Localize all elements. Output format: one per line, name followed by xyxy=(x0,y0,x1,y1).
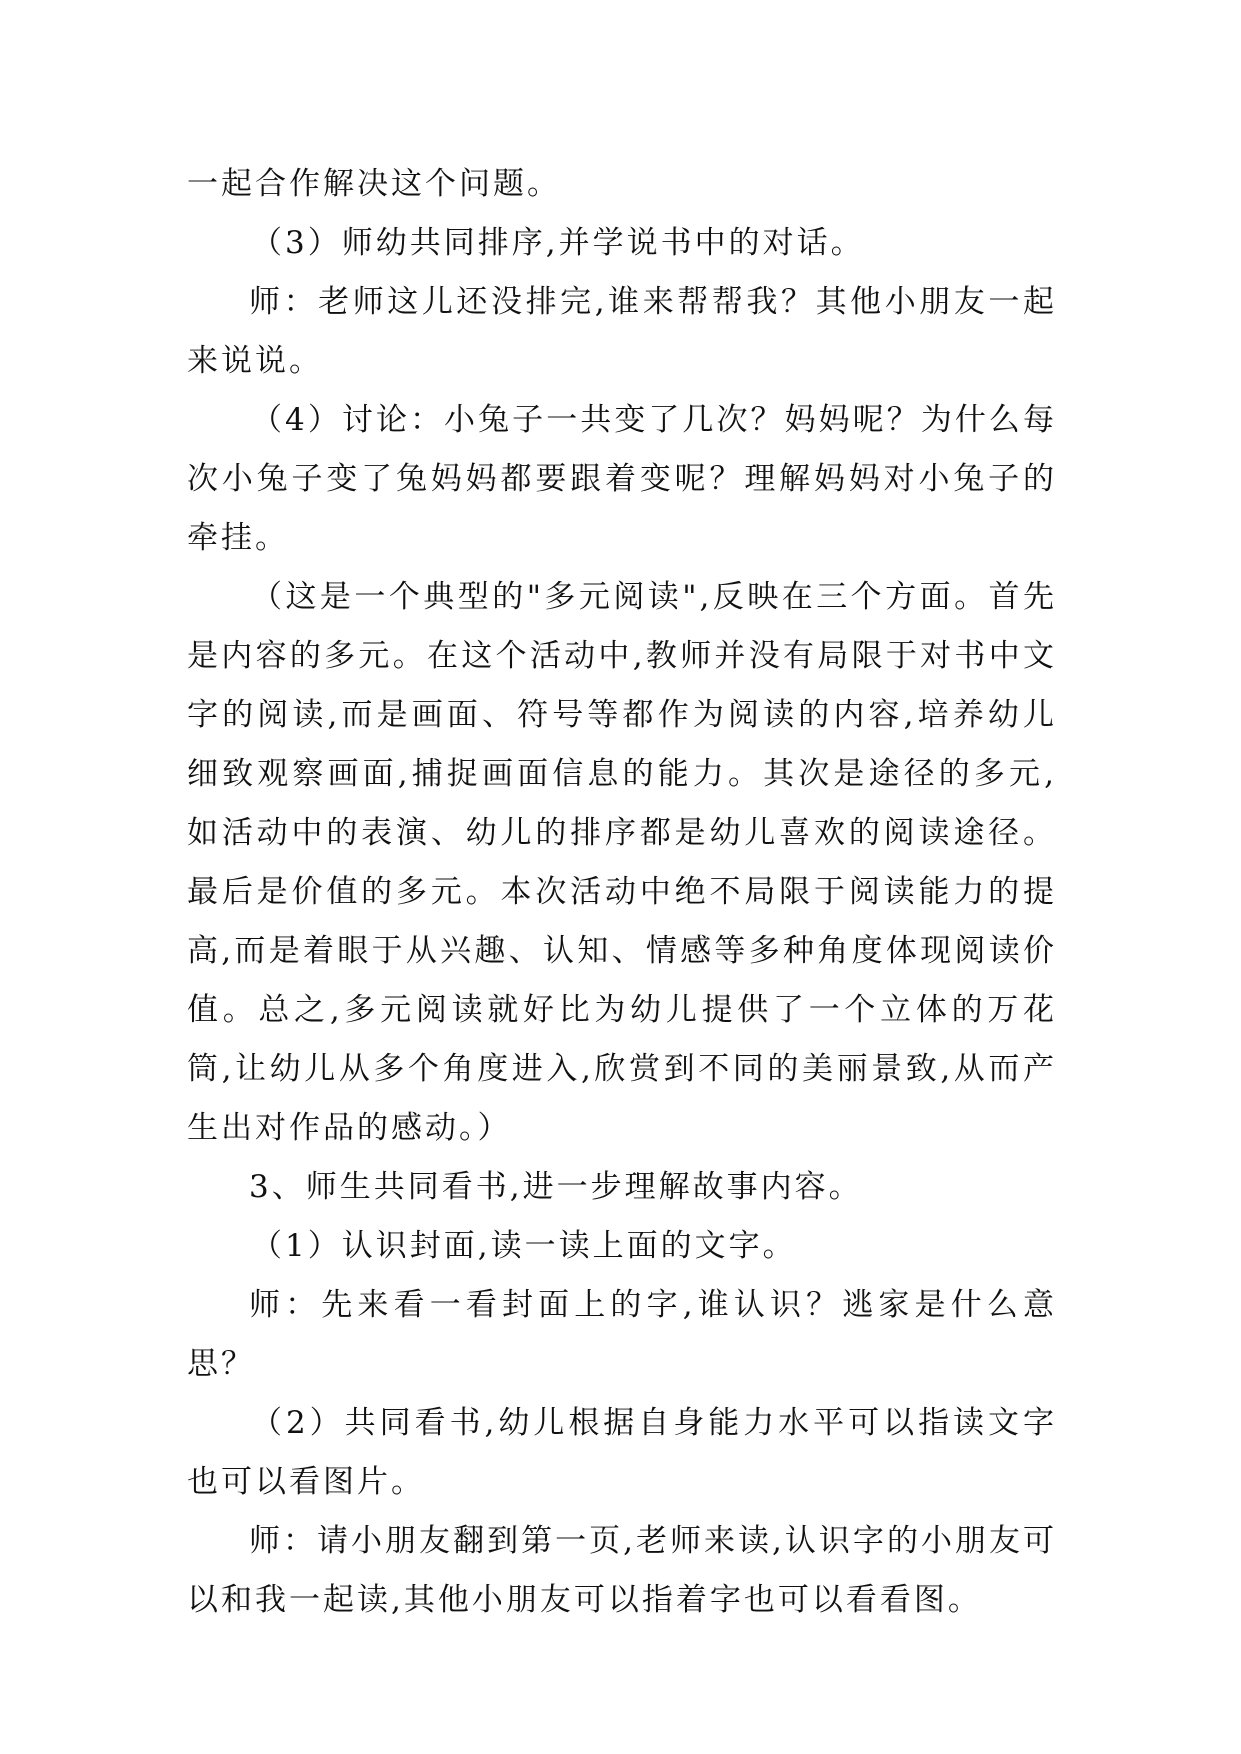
paragraph-section-3: 3、师生共同看书,进一步理解故事内容。 xyxy=(249,1169,863,1205)
paragraph-teacher-ordering: 师：老师这儿还没排完,谁来帮帮我？其他小朋友一起来说说。 xyxy=(187,284,1057,379)
document-body xyxy=(187,155,1057,1630)
paragraph-step-4-discussion: （4）讨论：小兔子一共变了几次？妈妈呢？为什么每次小兔子变了兔妈妈都要跟着变呢？理解妈妈对小兔子的牵挂。 xyxy=(187,402,1057,556)
paragraph-step-1-cover: （1）认识封面,读一读上面的文字。 xyxy=(251,1228,797,1264)
paragraph-continuation: 一起合作解决这个问题。 xyxy=(187,166,561,202)
paragraph-step-2-reading: （2）共同看书,幼儿根据自身能力水平可以指读文字也可以看图片。 xyxy=(187,1405,1057,1500)
paragraph-step-3: （3）师幼共同排序,并学说书中的对话。 xyxy=(251,225,865,261)
paragraph-teacher-reading: 师：请小朋友翻到第一页,老师来读,认识字的小朋友可以和我一起读,其他小朋友可以指着字也可以看看图。 xyxy=(187,1523,1057,1618)
paragraph-teacher-cover: 师：先来看一看封面上的字,谁认识？逃家是什么意思？ xyxy=(187,1287,1057,1382)
paragraph-commentary: （这是一个典型的"多元阅读",反映在三个方面。首先是内容的多元。在这个活动中,教师并没有局限于对书中文字的阅读,而是画面、符号等都作为阅读的内容,培养幼儿细致观察画面,捕捉画面信息的能力。其次是途径的多元,如活动中的表演、幼儿的排序都是幼儿喜欢的阅读途径。最后是价值的多元。本次活动中绝不局限于阅读能力的提高,而是着眼于从兴趣、认知、情感等多种角度体现阅读价值。总之,多元阅读就好比为幼儿提供了一个立体的万花筒,让幼儿从多个角度进入,欣赏到不同的美丽景致,从而产生出对作品的感动。） xyxy=(187,579,1057,1146)
